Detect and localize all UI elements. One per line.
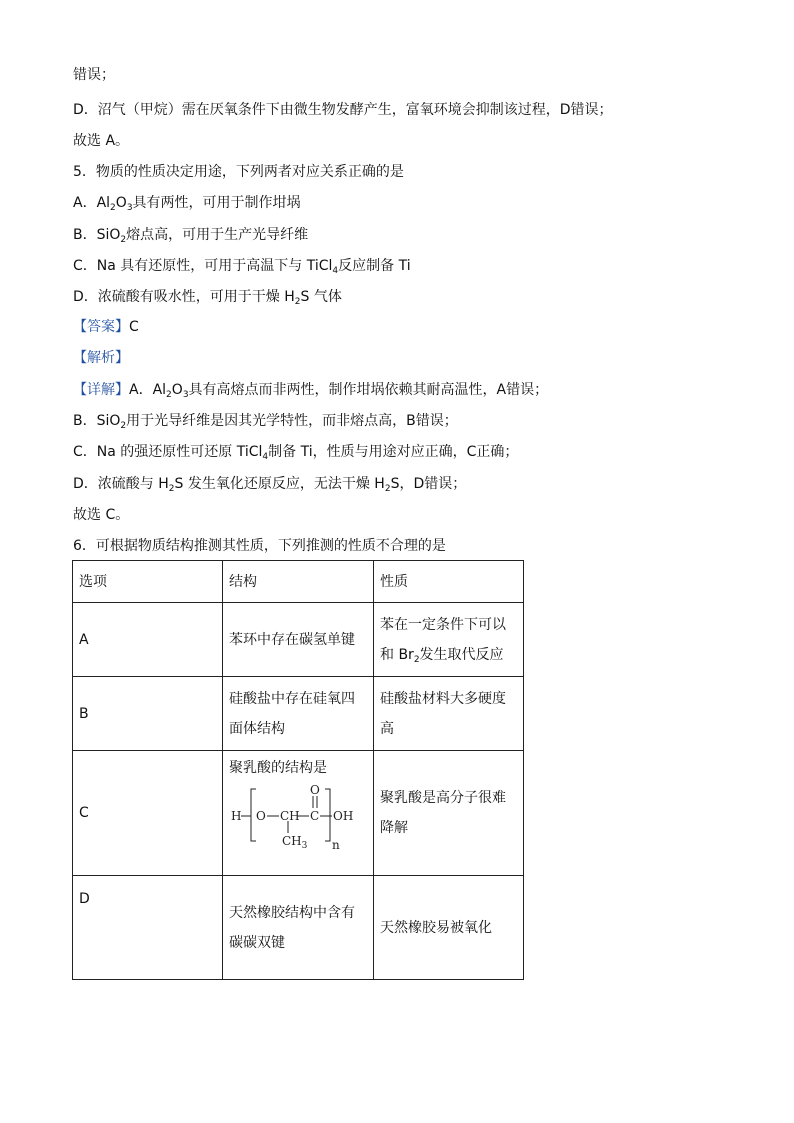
header-property: 性质 [374,561,524,603]
subscript: 2 [168,484,175,494]
polylactic-acid-formula [229,783,361,855]
q5-option-b [73,226,308,244]
text: 苯在一定条件下可以和 Br [380,616,506,663]
q6-stem [73,537,446,555]
line-error [73,66,115,84]
row-option: B [73,677,223,751]
text: 反应制备 Ti [338,258,411,274]
text: C．Na 具有还原性，可用于高温下与 TiCl [73,258,333,274]
row-property: 聚乳酸是高分子很难降解 [374,751,524,876]
formula-ch: CH [280,809,300,823]
table-row [73,751,524,876]
options-table [72,560,524,980]
text: S 发生氧化还原反应，无法干燥 H [174,476,385,492]
text: D．浓硫酸有吸水性，可用于干燥 H [73,289,295,305]
table-header-row [73,561,524,603]
text: 故选 A。 [73,133,130,149]
text: B．SiO [73,227,121,243]
choose-c [73,506,129,524]
formula-o: O [256,809,266,823]
row-structure: 天然橡胶结构中含有碳碳双键 [223,876,374,980]
row-option: C [73,751,223,876]
formula-ch3 [282,834,308,851]
line-option-d [73,101,613,119]
bracket-right [325,789,330,841]
row-property: 硅酸盐材料大多硬度高 [374,677,524,751]
text: 具有两性，可用于制作坩埚 [132,195,301,211]
subscript: 3 [126,203,133,213]
answer-line [73,318,139,336]
subscript: 2 [294,297,301,307]
q5-option-a [73,194,301,212]
text: O [115,195,127,211]
text: A．Al [73,195,111,211]
detail-tag: 【详解】 [73,382,129,398]
subscript: 3 [182,390,189,400]
formula-o-top: O [310,783,320,797]
text: A．Al [129,382,167,398]
text: 5．物质的性质决定用途，下列两者对应关系正确的是 [73,164,404,180]
formula-n: n [332,838,340,852]
text: S，D错误； [390,476,467,492]
table-row [73,677,524,751]
header-structure: 结构 [223,561,374,603]
text: S 气体 [300,289,342,305]
explain-c [73,443,518,461]
text: 制备 Ti，性质与用途对应正确，C正确； [268,444,519,460]
table-row [73,876,524,980]
subscript: 2 [413,654,420,665]
formula-oh: OH [333,809,354,823]
text: B．SiO [73,413,121,429]
analysis-tag: 【解析】 [73,350,129,366]
answer-value: C [129,319,139,335]
row-property [374,603,524,677]
explain-b [73,412,458,430]
text: O [171,382,183,398]
text: 聚乳酸的结构是 [229,760,327,776]
text: 用于光导纤维是因其光学特性，而非熔点高，B错误； [126,413,458,429]
row-structure: 硅酸盐中存在硅氧四面体结构 [223,677,374,751]
row-property: 天然橡胶易被氧化 [374,876,524,980]
subscript: 4 [332,266,339,276]
q5-option-d [73,288,342,306]
analysis-line [73,349,129,367]
text: 错误； [73,67,115,83]
explain-a [73,381,548,399]
text: 发生取代反应 [419,646,504,663]
text: D．沼气（甲烷）需在厌氧条件下由微生物发酵产生，富氧环境会抑制该过程，D错误； [73,102,613,118]
subscript: 2 [166,390,172,400]
subscript: 2 [120,421,127,431]
row-option: A [73,603,223,677]
line-choose-a [73,132,129,150]
table-row [73,603,524,677]
ch: CH [282,834,302,848]
text: D．浓硫酸与 H [73,476,169,492]
text: 熔点高，可用于生产光导纤维 [126,227,309,243]
text: 6．可根据物质结构推测其性质，下列推测的性质不合理的是 [73,538,446,554]
subscript: 4 [262,452,269,462]
subscript: 2 [384,484,391,494]
subscript: 3 [301,841,308,851]
answer-tag: 【答案】 [73,319,129,335]
row-option: D [73,876,223,980]
subscript: 2 [120,235,127,245]
row-structure: 苯环中存在碳氢单键 [223,603,374,677]
header-option: 选项 [73,561,223,603]
text: 具有高熔点而非两性，制作坩埚依赖其耐高温性，A错误； [188,382,549,398]
q5-stem [73,163,404,181]
formula-c: C [310,809,320,823]
q5-option-c [73,257,411,275]
formula-h: H [231,809,242,823]
subscript: 2 [110,203,116,213]
row-structure [223,751,374,876]
text: C．Na 的强还原性可还原 TiCl [73,444,263,460]
explain-d [73,475,466,493]
text: 故选 C。 [73,507,130,523]
